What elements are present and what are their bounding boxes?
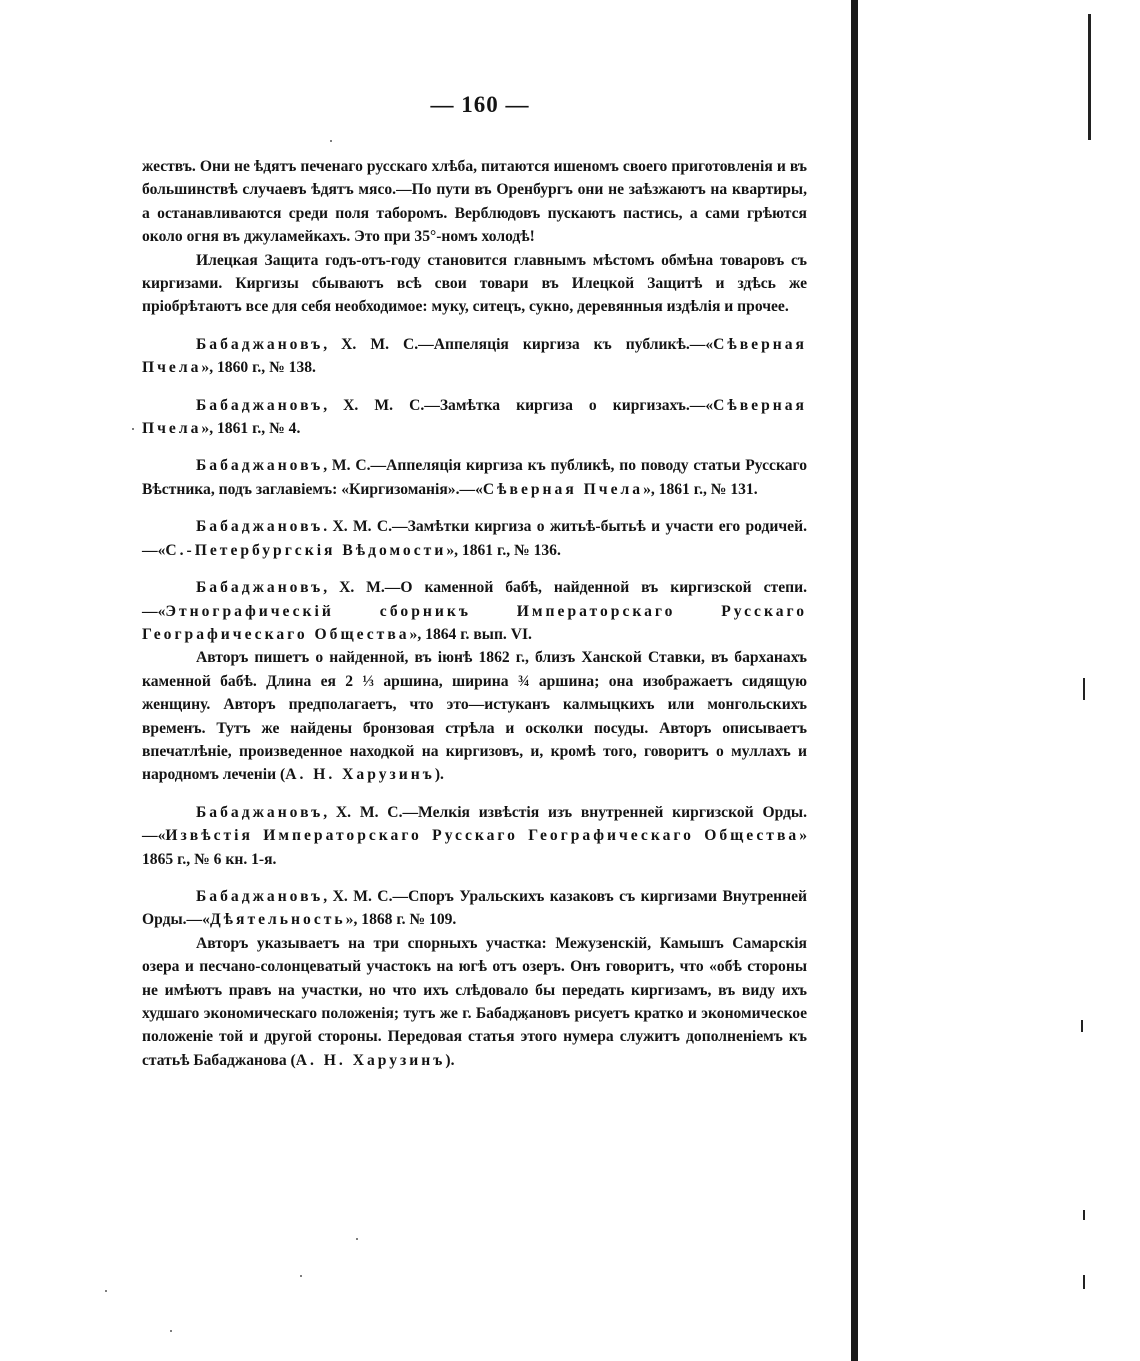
entry-author: Бабаджановъ: [196, 518, 324, 536]
body-paragraph: Илецкая Защита годъ-отъ-году становится главнымъ мѣстомъ обмѣна товаровъ съ киргизами. Киргизы сбываютъ всѣ свои товари въ Илецкой Защитѣ и здѣсь же пріобрѣтаютъ все для себя необходимое: муку, ситецъ, сукно, деревянныя издѣлія и прочее.: [142, 251, 807, 316]
entry-issue: », 1861 г., № 136.: [446, 541, 561, 559]
entry-journal-title: Сѣверная Пчела: [482, 480, 644, 498]
entry-text: , Х. М. С.—Замѣтка киргиза о киргизахъ.—«: [323, 396, 714, 414]
body-paragraph: жествъ. Они не ѣдятъ печенаго русскаго хлѣба, питаются ишеномъ своего приготовленія и въ большинствѣ случаевъ ѣдятъ мясо.—По пути въ Оренбургъ они не заѣзжаютъ на квартиры, а останавливаются среди поля таборомъ. Верблюдовъ пускаютъ пастись, а сами грѣются около огня въ джуламейкахъ. Это при 35°-номъ холодѣ!: [142, 158, 807, 246]
page-gutter-line: [851, 0, 858, 1361]
entry-author: Бабаджановъ: [196, 457, 324, 475]
entry-author: Бабаджановъ: [196, 396, 324, 414]
annotation-end: ).: [445, 1051, 455, 1069]
entry-issue: », 1861 г., № 4.: [201, 420, 301, 438]
entry-journal-title: Этнографическій сборникъ Императорскаго Русскаго Географическаго Общества: [142, 602, 807, 643]
bibliography-entry: [142, 454, 807, 501]
entry-author: Бабаджановъ: [196, 887, 324, 905]
bibliography-entry: [142, 801, 807, 871]
entry-text: , Х. М. С.—Споръ Уральскихъ казаковъ съ киргизами Внутренней Орды.—«: [142, 887, 807, 929]
bibliography-entry: [142, 394, 807, 441]
entry-issue: », 1861 г., № 131.: [643, 480, 758, 498]
entry-journal-title: Извѣстія Императорскаго Русскаго Географическаго Общества: [165, 827, 800, 845]
page-body: [142, 155, 807, 1072]
print-speck: [356, 1238, 358, 1240]
page-number: — 160 —: [430, 92, 530, 117]
margin-mark: [1083, 1210, 1085, 1220]
entry-issue: » 1865 г., № 6 кн. 1-я.: [142, 827, 807, 868]
print-speck: [300, 1275, 302, 1277]
entry-citation: [142, 515, 807, 562]
print-speck: [105, 1290, 107, 1292]
bibliography-entry: [142, 576, 807, 787]
annotation-text: Авторъ пишетъ о найденной, въ іюнѣ 1862 г., близъ Ханской Ставки, въ барханахъ каменной бабѣ. Длина ея 2 ⅓ аршина, ширина ¾ аршина; она изображаетъ сидящую женщину. Авторъ предполагаетъ, что это—истуканъ калмыцкихъ или монгольскихъ временъ. Тутъ же найдены бронзовая стрѣла и осколки посуды. Авторъ описываетъ впечатлѣніе, произведенное находкой на киргизовъ, и, кромѣ того, говоритъ о муллахъ и народномъ леченіи (: [142, 649, 807, 784]
entry-text: , Х. М. С.—Мелкія извѣстія изъ внутренней киргизской Орды.—«: [142, 803, 807, 845]
entry-citation: [142, 394, 807, 441]
annotation-text: Авторъ указываетъ на три спорныхъ участка: Межузенскій, Камышъ Самарскія озера и песчано-солонцеватый участокъ на югѣ отъ озеръ. Онъ говоритъ, что «обѣ стороны не имѣютъ правъ на участки, но что ихъ слѣдовало бы передать киргизамъ, въ виду ихъ худшаго экономическаго положенія; тутъ же г. Бабаджановъ рисуетъ кратко и экономическое положеніе той и другой стороны. Передовая статья этого нумера служитъ дополненіемъ къ статьѣ Бабаджанова (: [142, 934, 807, 1069]
print-speck: [330, 140, 332, 142]
entry-issue: », 1864 г. вып. VI.: [409, 625, 532, 643]
bibliography-list: [142, 333, 807, 1072]
annotation-signature: А. Н. Харузинъ: [295, 1051, 446, 1069]
annotation-signature: А. Н. Харузинъ: [285, 766, 435, 784]
annotation-end: ).: [434, 766, 444, 784]
margin-mark: [1083, 1275, 1085, 1289]
entry-citation: [142, 801, 807, 871]
entry-journal-title: Дѣятельность: [209, 911, 346, 929]
entry-journal-title: С.-Петербургскія Вѣдомости: [165, 541, 447, 559]
entry-citation: [142, 333, 807, 380]
entry-journal-title: Сѣверная Пчела: [142, 335, 807, 377]
print-speck: [132, 428, 134, 430]
entry-text: , М. С.—Аппеляція киргиза къ публикѣ, по поводу статьи Русскаго Вѣстника, подъ заглавіемъ: «Киргизоманія».—«: [142, 457, 807, 498]
entry-annotation: [142, 646, 807, 786]
bibliography-entry: [142, 515, 807, 562]
entry-text: , Х. М.—О каменной бабѣ, найденной въ киргизской степи.—«: [142, 579, 807, 620]
margin-mark: [1083, 678, 1085, 700]
entry-annotation: [142, 932, 807, 1072]
bibliography-entry: [142, 885, 807, 1072]
entry-citation: [142, 576, 807, 646]
entry-author: Бабаджановъ: [196, 803, 324, 821]
entry-citation: [142, 454, 807, 501]
bibliography-entry: [142, 333, 807, 380]
margin-mark: [1088, 14, 1091, 140]
entry-author: Бабаджановъ: [196, 579, 324, 597]
print-speck: [170, 1330, 172, 1332]
entry-author: Бабаджановъ: [196, 335, 324, 353]
entry-citation: [142, 885, 807, 932]
margin-mark: [1081, 1020, 1083, 1032]
entry-text: . Х. М. С.—Замѣтки киргиза о житьѣ-бытьѣ и участи его родичей.—«: [142, 518, 807, 559]
entry-text: , Х. М. С.—Аппеляція киргиза къ публикѣ.—«: [323, 335, 714, 353]
entry-issue: », 1860 г., № 138.: [201, 359, 316, 377]
entry-journal-title: Сѣверная Пчела: [142, 396, 807, 438]
entry-issue: », 1868 г. № 109.: [345, 911, 457, 929]
